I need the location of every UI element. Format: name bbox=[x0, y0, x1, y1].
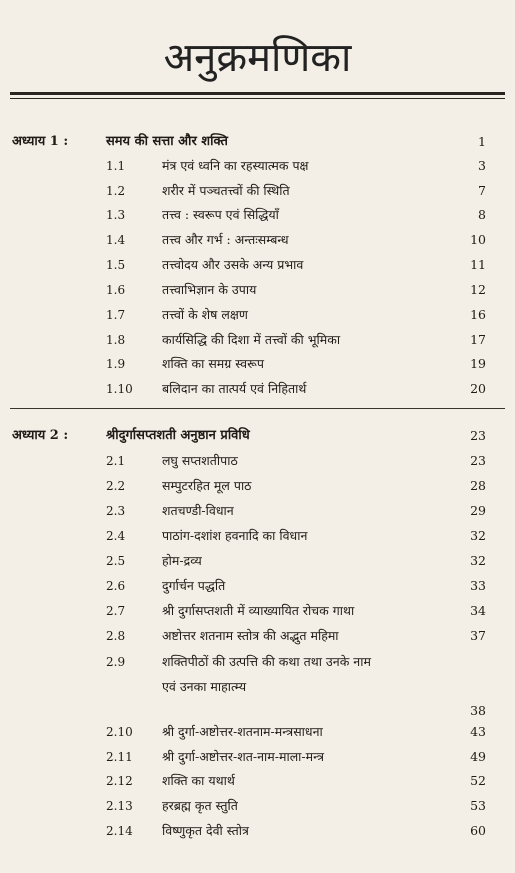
section-title: मंत्र एवं ध्वनि का रहस्यात्मक पक्ष bbox=[162, 158, 309, 173]
toc-entry bbox=[0, 794, 515, 818]
toc-entry bbox=[0, 819, 515, 843]
page-number: 10 bbox=[470, 232, 486, 247]
chapter-divider bbox=[10, 408, 505, 409]
toc-entry bbox=[0, 179, 515, 203]
section-title: श्री दुर्गा-अष्टोत्तर-शतनाम-मन्त्रसाधना bbox=[162, 724, 323, 739]
page-number: 33 bbox=[470, 578, 486, 593]
section-title: बलिदान का तात्पर्य एवं निहितार्थ bbox=[162, 381, 307, 396]
page-number: 53 bbox=[470, 798, 486, 813]
section-number: 2.10 bbox=[106, 725, 133, 739]
section-title: होम-द्रव्य bbox=[162, 553, 202, 568]
section-title: श्री दुर्गासप्तशती में व्याख्यायित रोचक गाथा bbox=[162, 603, 355, 618]
section-title: तत्त्व : स्वरूप एवं सिद्धियाँ bbox=[162, 207, 279, 222]
page-number: 32 bbox=[470, 553, 486, 568]
section-title: तत्त्वाभिज्ञान के उपाय bbox=[162, 282, 257, 297]
section-number: 2.1 bbox=[106, 454, 126, 468]
section-number: 1.6 bbox=[106, 283, 126, 297]
page-number: 12 bbox=[470, 282, 486, 297]
toc-entry bbox=[0, 203, 515, 227]
section-number: 2.6 bbox=[106, 579, 126, 593]
page-number: 20 bbox=[470, 381, 486, 396]
section-number: 2.3 bbox=[106, 504, 126, 518]
toc-entry bbox=[0, 650, 515, 674]
section-title: सम्पुटरहित मूल पाठ bbox=[162, 478, 252, 493]
toc-entry bbox=[0, 328, 515, 352]
title-rule-thin bbox=[10, 98, 505, 99]
section-title: लघु सप्तशतीपाठ bbox=[162, 453, 238, 468]
page-number: 23 bbox=[470, 453, 486, 468]
toc-entry bbox=[0, 474, 515, 498]
chapter-title: समय की सत्ता और शक्ति bbox=[106, 134, 228, 149]
page-number: 3 bbox=[478, 158, 486, 173]
page-number: 28 bbox=[470, 478, 486, 493]
section-number: 1.5 bbox=[106, 258, 126, 272]
page-number: 38 bbox=[470, 703, 486, 718]
section-number: 1.4 bbox=[106, 233, 126, 247]
section-title: पाठांग-दशांश हवनादि का विधान bbox=[162, 528, 308, 543]
page-number: 43 bbox=[470, 724, 486, 739]
section-title: शरीर में पञ्चतत्त्वों की स्थिति bbox=[162, 183, 290, 198]
section-title-continued: एवं उनका माहात्म्य bbox=[162, 679, 247, 694]
section-title: शक्ति का समग्र स्वरूप bbox=[162, 356, 264, 371]
section-number: 1.7 bbox=[106, 308, 126, 322]
toc-entry bbox=[0, 377, 515, 401]
page-number: 11 bbox=[470, 257, 486, 272]
page-number: 8 bbox=[478, 207, 486, 222]
page-number: 37 bbox=[470, 628, 486, 643]
page-number: 23 bbox=[470, 428, 486, 443]
section-number: 1.1 bbox=[106, 159, 126, 173]
section-title: विष्णुकृत देवी स्तोत्र bbox=[162, 823, 249, 838]
chapter-label: अध्याय 2 : bbox=[12, 428, 69, 443]
toc-entry bbox=[0, 524, 515, 548]
section-title: तत्त्वों के शेष लक्षण bbox=[162, 307, 248, 322]
section-number: 1.8 bbox=[106, 333, 126, 347]
page-number: 17 bbox=[470, 332, 486, 347]
page-number: 60 bbox=[470, 823, 486, 838]
toc-entry bbox=[0, 253, 515, 277]
section-number: 1.2 bbox=[106, 184, 126, 198]
page-number: 29 bbox=[470, 503, 486, 518]
section-number: 1.3 bbox=[106, 208, 126, 222]
toc-entry bbox=[0, 599, 515, 623]
section-title: शक्ति का यथार्थ bbox=[162, 773, 235, 788]
section-number: 2.13 bbox=[106, 799, 133, 813]
section-title: हरब्रह्म कृत स्तुति bbox=[162, 798, 238, 813]
section-title: श्री दुर्गा-अष्टोत्तर-शत-नाम-माला-मन्त्र bbox=[162, 749, 325, 764]
toc-entry bbox=[0, 449, 515, 473]
toc-entry-continuation bbox=[0, 675, 515, 699]
section-number: 2.7 bbox=[106, 604, 126, 618]
toc-entry bbox=[0, 769, 515, 793]
toc-entry bbox=[0, 278, 515, 302]
section-number: 2.12 bbox=[106, 774, 133, 788]
chapter-1-row bbox=[0, 130, 515, 154]
page-number: 32 bbox=[470, 528, 486, 543]
toc-entry bbox=[0, 745, 515, 769]
page-number: 7 bbox=[478, 183, 486, 198]
section-title: अष्टोत्तर शतनाम स्तोत्र की अद्भुत महिमा bbox=[162, 628, 339, 643]
page-number: 19 bbox=[470, 356, 486, 371]
section-title: शतचण्डी-विधान bbox=[162, 503, 234, 518]
section-number: 2.8 bbox=[106, 629, 126, 643]
page-number: 49 bbox=[470, 749, 486, 764]
page-number: 34 bbox=[470, 603, 486, 618]
section-number: 2.5 bbox=[106, 554, 126, 568]
chapter-2-row bbox=[0, 424, 515, 448]
chapter-title: श्रीदुर्गासप्तशती अनुष्ठान प्रविधि bbox=[106, 428, 250, 443]
section-title: शक्तिपीठों की उत्पत्ति की कथा तथा उनके नाम bbox=[162, 654, 371, 669]
toc-entry bbox=[0, 352, 515, 376]
section-title: दुर्गार्चन पद्धति bbox=[162, 578, 226, 593]
toc-entry bbox=[0, 624, 515, 648]
toc-entry bbox=[0, 574, 515, 598]
title-rule-thick bbox=[10, 92, 505, 95]
toc-entry bbox=[0, 499, 515, 523]
toc-entry bbox=[0, 720, 515, 744]
chapter-label: अध्याय 1 : bbox=[12, 134, 69, 149]
section-title: तत्त्वोदय और उसके अन्य प्रभाव bbox=[162, 257, 304, 272]
page-number: 1 bbox=[478, 134, 486, 149]
page-number: 16 bbox=[470, 307, 486, 322]
section-title: कार्यसिद्धि की दिशा में तत्त्वों की भूमिका bbox=[162, 332, 341, 347]
page-number: 52 bbox=[470, 773, 486, 788]
page-title: अनुक्रमणिका bbox=[163, 35, 352, 81]
section-number: 2.14 bbox=[106, 824, 133, 838]
toc-entry bbox=[0, 154, 515, 178]
section-number: 1.9 bbox=[106, 357, 126, 371]
section-number: 2.9 bbox=[106, 655, 126, 669]
section-title: तत्त्व और गर्भ : अन्तःसम्बन्ध bbox=[162, 232, 289, 247]
section-number: 2.2 bbox=[106, 479, 126, 493]
section-number: 1.10 bbox=[106, 382, 133, 396]
section-number: 2.11 bbox=[106, 750, 133, 764]
section-number: 2.4 bbox=[106, 529, 126, 543]
toc-entry bbox=[0, 228, 515, 252]
toc-entry bbox=[0, 303, 515, 327]
toc-entry bbox=[0, 549, 515, 573]
